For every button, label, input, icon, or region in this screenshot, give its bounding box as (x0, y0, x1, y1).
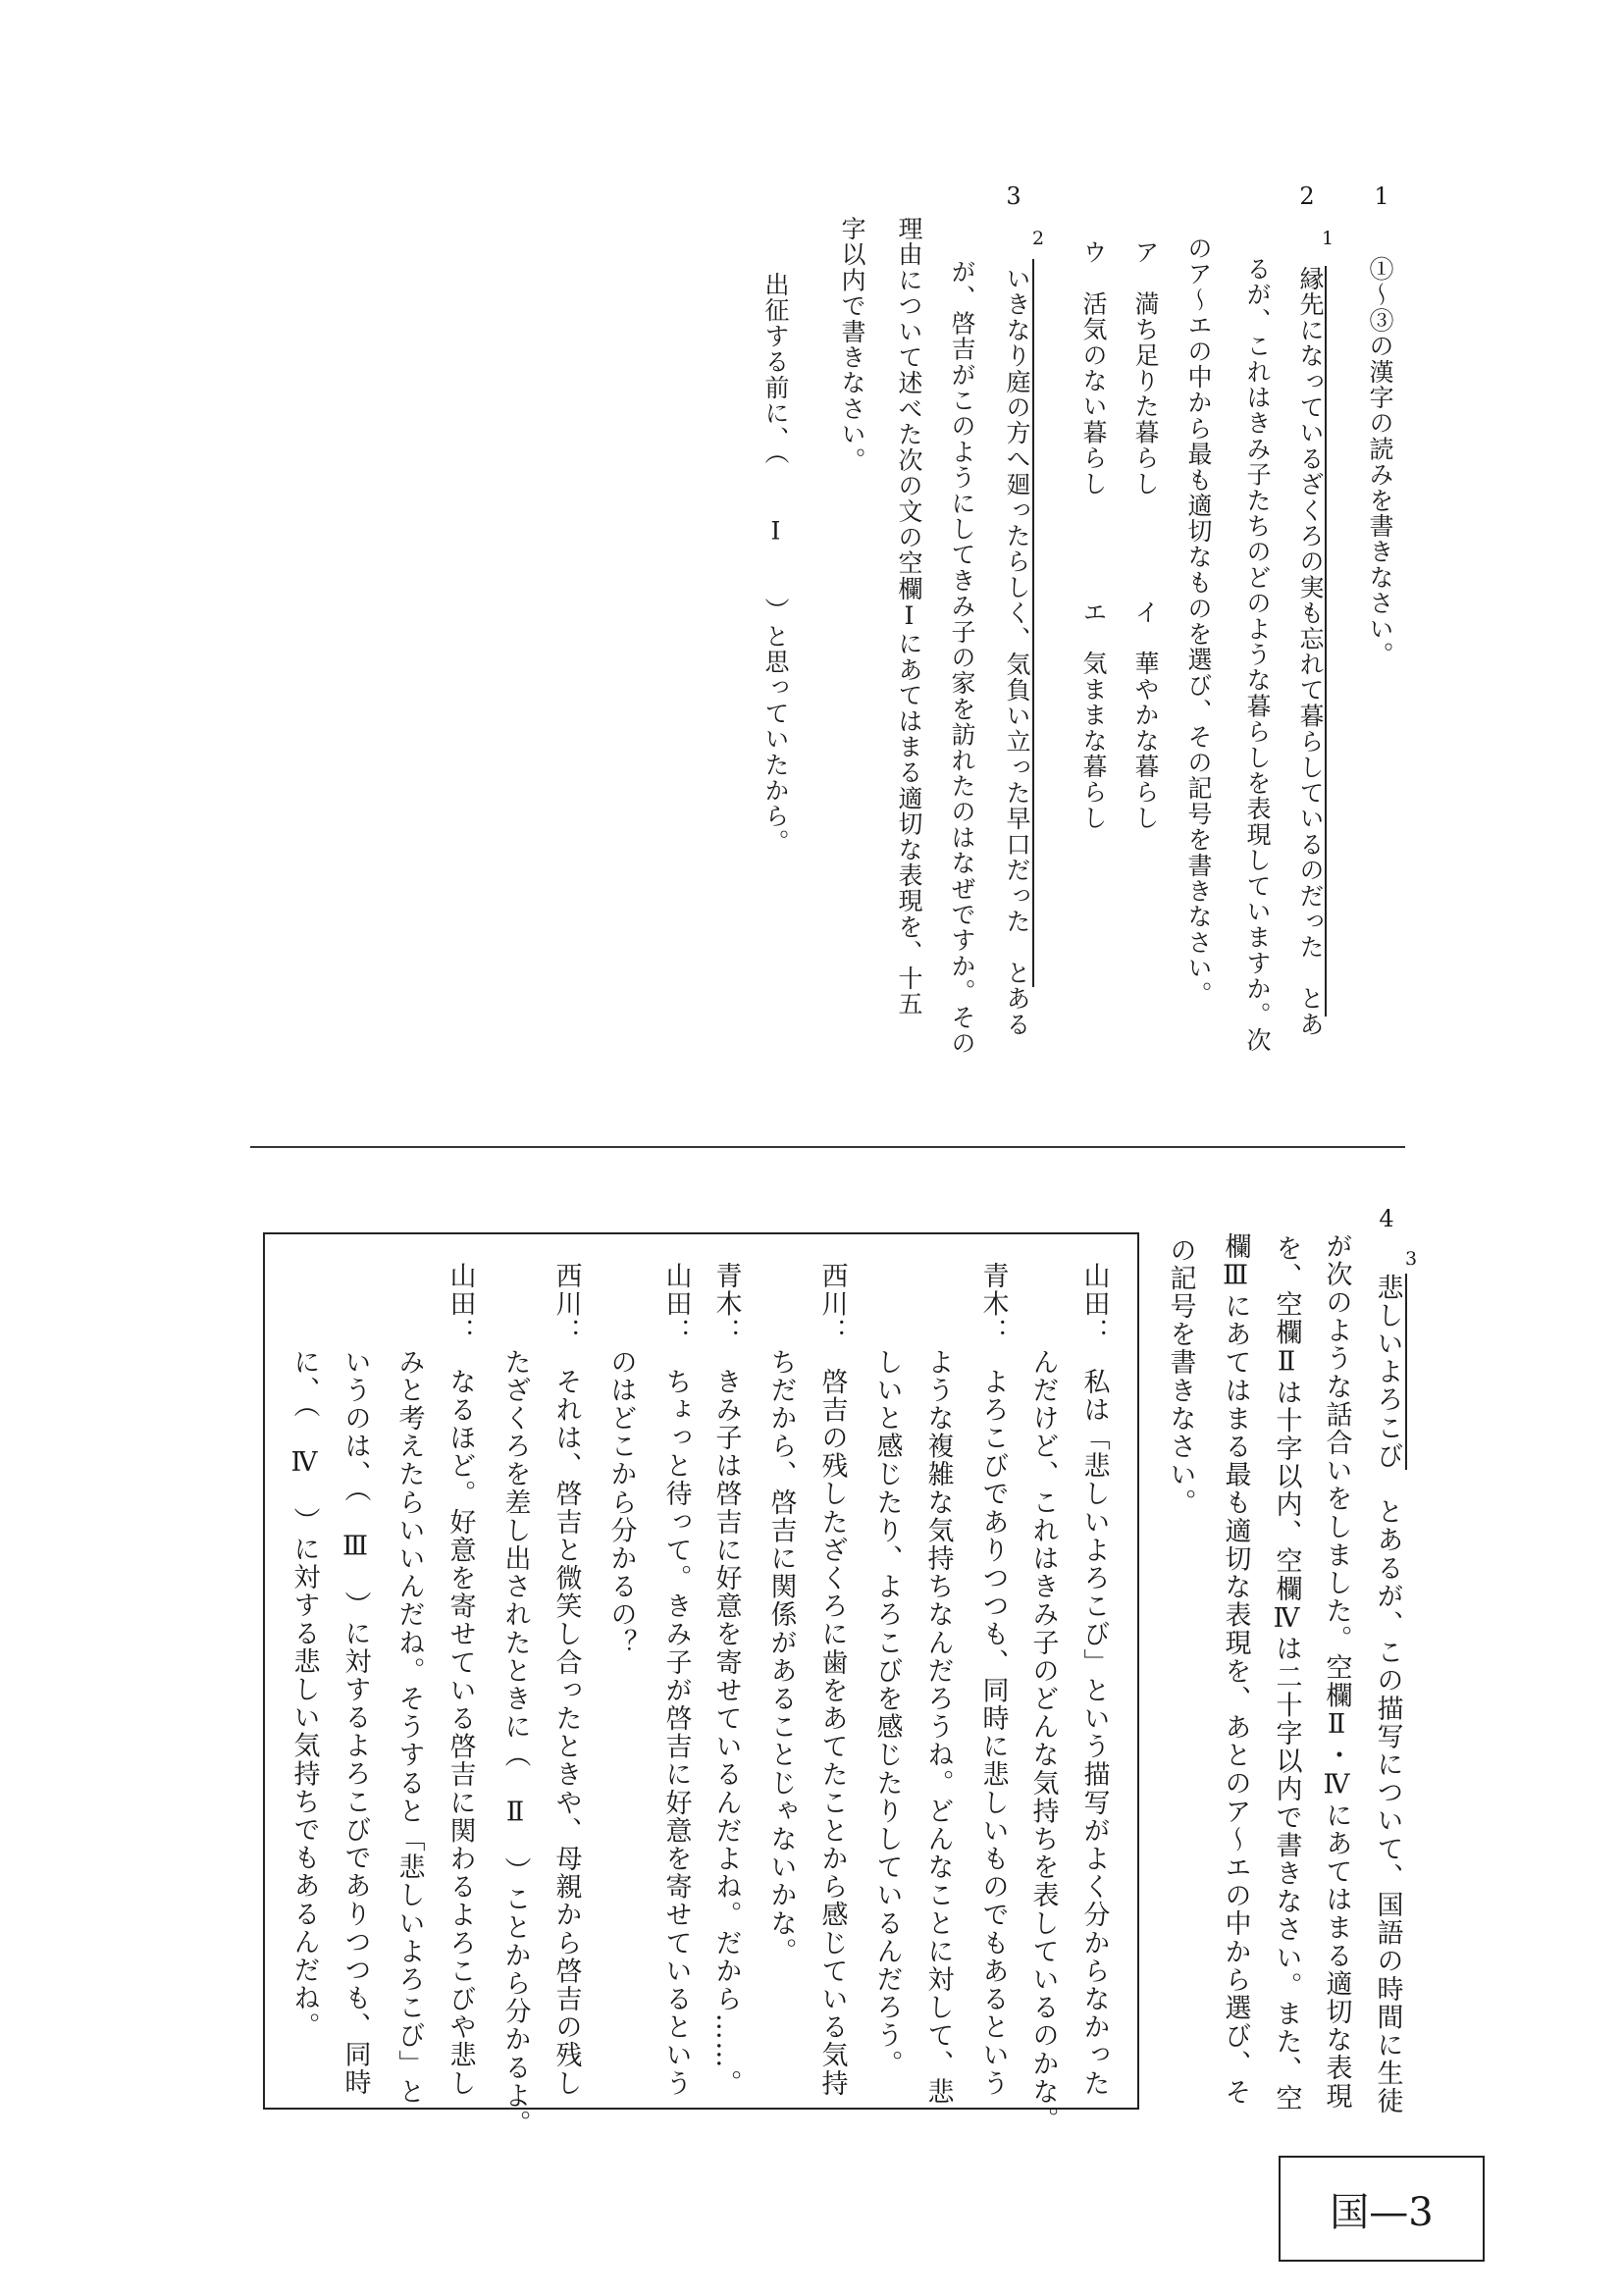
speaker-label: 山田： (1078, 1262, 1110, 1346)
question-3-number: 3 (1006, 183, 1021, 210)
dialogue-line: のはどこから分かるの？ (605, 1348, 637, 1657)
question-4-line: の記号を書きなさい。 (1165, 1236, 1196, 1517)
dialogue-line: に、（ Ⅳ ）に対する悲しい気持ちでもあるんだね。 (288, 1348, 320, 2041)
speaker-label: 青木： (710, 1262, 742, 1346)
dialogue-line: みと考えたらいいんだね。そうすると「悲しいよろこび」と (393, 1348, 425, 2107)
underline-marker-3: 3 (1404, 1248, 1418, 1270)
dialogue-line: きみ子は啓吉に好意を寄せているんだよね。だから……。 (710, 1368, 742, 2098)
dialogue-line: なるほど。好意を寄せている啓吉に関わるよろこびや悲し (445, 1368, 476, 2098)
question-2-line: 縁先になっているざくろの実も忘れて暮らしているのだった とあ (1296, 266, 1325, 1037)
underline-marker-2: 2 (1031, 228, 1045, 249)
dialogue-line: たざくろを差し出されたときに（ Ⅱ ）ことから分かるよ。 (499, 1348, 531, 2138)
question-3-line: 字以内で書きなさい。 (838, 216, 866, 473)
underline-marker-1: 1 (1321, 228, 1335, 249)
question-1-number: 1 (1374, 183, 1389, 210)
dialogue-line: いうのは、（ Ⅲ ）に対するよろこびでありつつも、同時 (340, 1348, 371, 2097)
question-4-line: を、空欄Ⅱは十字以内、空欄Ⅳは二十字以内で書きなさい。また、空 (1271, 1234, 1302, 2113)
dialogue-line: それは、啓吉と微笑し合ったときや、母親から啓吉の残し (550, 1368, 582, 2098)
speaker-label: 青木： (977, 1262, 1009, 1346)
question-3-line: 理由について述べた次の文の空欄Ⅰにあてはまる適切な表現を、十五 (895, 216, 923, 1018)
question-2-choices: ウ 活気のない暮らし エ 気ままな暮らし (1079, 239, 1108, 831)
question-3-line: が、啓吉がこのようにしてきみ子の家を訪れたのはなぜですか。その (948, 259, 976, 1057)
question-2-number: 2 (1299, 183, 1315, 210)
question-2-line: のア～エの中から最も適切なものを選び、その記号を書きなさい。 (1184, 235, 1213, 1007)
section-divider (250, 1146, 1405, 1148)
speaker-label: 西川： (816, 1262, 848, 1346)
dialogue-line: ような複雑な気持ちなんだろうね。どんなことに対して、悲 (922, 1348, 954, 2107)
speaker-label: 山田： (660, 1262, 692, 1346)
question-1-text: ①～③の漢字の読みを書きなさい。 (1366, 256, 1394, 668)
question-4-number: 4 (1379, 1205, 1394, 1232)
question-4-line: 欄Ⅲにあてはまる最も適切な表現を、あとのア～エの中から選び、そ (1220, 1232, 1251, 2107)
page-number-box (1279, 2156, 1485, 2262)
page-number: 国—3 (1330, 2189, 1434, 2235)
dialogue-line: んだけど、これはきみ子のどんな気持ちを表しているのかな。 (1027, 1348, 1059, 2134)
question-3-line: いきなり庭の方へ廻ったらしく、気負い立った早口だった とある (1003, 266, 1031, 1037)
dialogue-line: 啓吉の残したざくろに歯をあてたことから感じている気持 (816, 1368, 848, 2098)
question-2-choices: ア 満ち足りた暮らし イ 華やかな暮らし (1131, 239, 1160, 831)
question-2-line: るが、これはきみ子たちのどのような暮らしを表現していますか。次 (1243, 256, 1272, 1054)
dialogue-line: よろこびでありつつも、同時に悲しいものでもあるという (977, 1368, 1009, 2098)
speaker-label: 山田： (445, 1262, 476, 1346)
dialogue-line: ちょっと待って。きみ子が啓吉に好意を寄せているという (660, 1368, 692, 2098)
dialogue-line: しいと感じたり、よろこびを感じたりしているんだろう。 (871, 1348, 903, 2078)
speaker-label: 西川： (550, 1262, 582, 1346)
question-3-answer-template: 出征する前に、（ Ⅰ ）と思っていたから。 (761, 272, 790, 856)
dialogue-line: ちだから、啓吉に関係があることじゃないかな。 (765, 1348, 797, 1966)
dialogue-line: 私は「悲しいよろこび」という描写がよく分からなかった (1078, 1368, 1110, 2098)
question-4-line: が次のような話合いをしました。空欄Ⅱ・Ⅳにあてはまる適切な表現 (1321, 1232, 1352, 2111)
question-4-line: 悲しいよろこび とあるが、この描写について、国語の時間に生徒 (1372, 1274, 1403, 2115)
